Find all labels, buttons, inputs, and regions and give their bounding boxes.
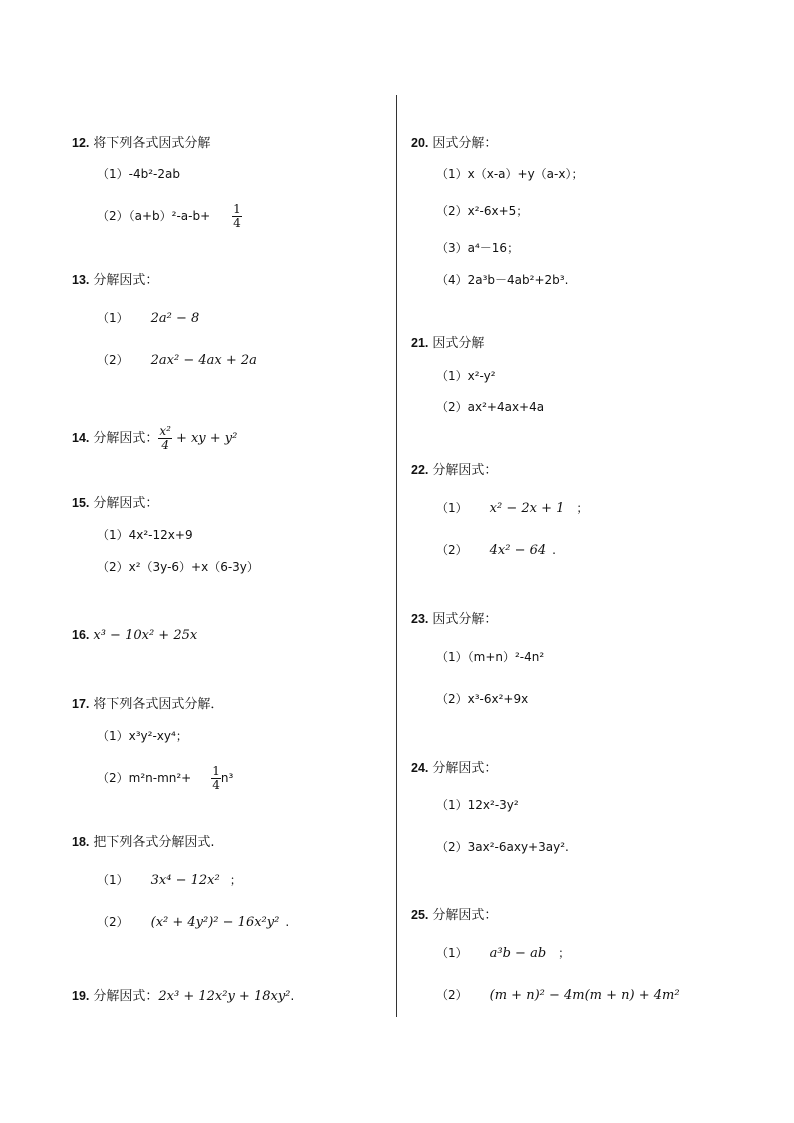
q12-part2-label: （2） bbox=[97, 209, 129, 223]
q25-part1 bbox=[411, 944, 570, 963]
fraction-denominator: 4 bbox=[233, 216, 241, 230]
q18-part2-expr: (x² + 4y²)² − 16x²y² bbox=[150, 915, 280, 930]
q16-number: 16. bbox=[72, 628, 90, 642]
q19-number: 19. bbox=[72, 989, 90, 1003]
q25-part2-expr: (m + n)² − 4m(m + n) + 4m² bbox=[489, 988, 680, 1003]
q25-heading bbox=[411, 906, 497, 925]
q15-part2: （2）x²（3y-6）+x（6-3y） bbox=[97, 560, 259, 574]
q22-part2-tail: . bbox=[552, 543, 556, 557]
q20-number: 20. bbox=[411, 136, 429, 150]
q12-part2-fraction bbox=[232, 203, 242, 230]
fraction-numerator: x² bbox=[159, 424, 171, 438]
q19-tail: . bbox=[290, 988, 295, 1003]
q17-heading bbox=[72, 695, 223, 714]
q25-part2-label: （2） bbox=[436, 988, 468, 1002]
q18-part1 bbox=[72, 871, 242, 890]
q12-title: 将下列各式因式分解 bbox=[93, 136, 211, 151]
fraction-numerator: 1 bbox=[233, 202, 241, 216]
q25-part1-tail: ； bbox=[558, 946, 571, 960]
q14-heading bbox=[72, 425, 237, 452]
q22-part2-label: （2） bbox=[436, 543, 468, 557]
q14-title: 分解因式： bbox=[93, 431, 159, 446]
q20-part2: （2）x²-6x+5； bbox=[436, 204, 529, 218]
q13-part1 bbox=[72, 309, 199, 328]
q12-part1: （1）-4b²-2ab bbox=[97, 167, 180, 181]
q25-part1-label: （1） bbox=[436, 946, 468, 960]
q17-number: 17. bbox=[72, 697, 90, 711]
q20-part3: （3）a⁴－16； bbox=[436, 241, 520, 255]
q15-heading bbox=[72, 494, 158, 513]
q13-part1-label: （1） bbox=[97, 311, 129, 325]
q17-part2-tail: n³ bbox=[220, 771, 234, 785]
q22-part1-label: （1） bbox=[436, 501, 468, 515]
q14-number: 14. bbox=[72, 431, 90, 445]
q25-title: 分解因式： bbox=[432, 908, 498, 923]
q24-title: 分解因式： bbox=[432, 761, 498, 776]
q13-number: 13. bbox=[72, 273, 90, 287]
q19-title: 分解因式： bbox=[93, 989, 159, 1004]
q24-part2: （2）3ax²-6axy+3ay². bbox=[436, 840, 569, 854]
q18-number: 18. bbox=[72, 835, 90, 849]
q22-part1-expr: x² − 2x + 1 bbox=[489, 501, 565, 516]
q18-part1-label: （1） bbox=[97, 873, 129, 887]
q20-title: 因式分解： bbox=[432, 136, 498, 151]
q12-part2-expr: （a+b）²-a-b+ bbox=[128, 209, 211, 223]
q13-part2-expr: 2ax² − 4ax + 2a bbox=[150, 353, 257, 368]
q21-number: 21. bbox=[411, 336, 429, 350]
fraction-numerator: 1 bbox=[212, 764, 220, 778]
q13-part2-label: （2） bbox=[97, 353, 129, 367]
q23-part1: （1）（m+n）²-4n² bbox=[436, 650, 545, 664]
q17-title: 将下列各式因式分解． bbox=[93, 697, 224, 712]
q21-part1: （1）x²-y² bbox=[436, 369, 496, 383]
q24-part1: （1）12x²-3y² bbox=[436, 798, 519, 812]
q15-number: 15. bbox=[72, 496, 90, 510]
q16-expr: x³ − 10x² + 25x bbox=[93, 628, 198, 643]
q18-heading bbox=[72, 833, 215, 852]
q13-part2 bbox=[72, 351, 257, 370]
q23-number: 23. bbox=[411, 612, 429, 626]
q17-part1: （1）x³y²-xy⁴； bbox=[97, 729, 188, 743]
q15-title: 分解因式： bbox=[93, 496, 159, 511]
q19-expr: 2x³ + 12x²y + 18xy² bbox=[158, 989, 291, 1004]
q24-heading bbox=[411, 759, 497, 778]
q18-part1-tail: ； bbox=[229, 873, 242, 887]
q20-heading bbox=[411, 134, 497, 153]
q12-part2 bbox=[72, 203, 242, 230]
q15-part1: （1）4x²-12x+9 bbox=[97, 528, 193, 542]
q23-title: 因式分解： bbox=[432, 612, 498, 627]
column-divider bbox=[396, 95, 397, 1017]
q18-part2-label: （2） bbox=[97, 915, 129, 929]
q22-part1 bbox=[411, 499, 588, 518]
q23-part2: （2）x³-6x²+9x bbox=[436, 692, 529, 706]
q25-part2 bbox=[411, 986, 680, 1005]
fraction-denominator: 4 bbox=[212, 778, 220, 792]
q21-part2: （2）ax²+4ax+4a bbox=[436, 400, 545, 414]
q23-heading bbox=[411, 610, 497, 629]
q25-part1-expr: a³b − ab bbox=[489, 946, 547, 961]
q17-part2-expr: m²n-mn²+ bbox=[128, 771, 192, 785]
q19-heading bbox=[72, 987, 294, 1006]
q13-heading bbox=[72, 271, 158, 290]
q12-number: 12. bbox=[72, 136, 90, 150]
q24-number: 24. bbox=[411, 761, 429, 775]
q14-expr-rest: + xy + y² bbox=[175, 431, 238, 446]
q20-part4: （4）2a³b－4ab²+2b³. bbox=[436, 273, 569, 287]
q18-title: 把下列各式分解因式. bbox=[93, 835, 215, 850]
q22-heading bbox=[411, 461, 497, 480]
q25-number: 25. bbox=[411, 908, 429, 922]
q18-part2-tail: . bbox=[285, 915, 290, 929]
q22-part2 bbox=[411, 541, 556, 560]
fraction-denominator: 4 bbox=[161, 438, 169, 452]
q22-part2-expr: 4x² − 64 bbox=[489, 543, 547, 558]
q18-part2 bbox=[72, 913, 289, 932]
q14-fraction bbox=[158, 425, 172, 452]
q17-part2-label: （2） bbox=[97, 771, 129, 785]
q18-part1-expr: 3x⁴ − 12x² bbox=[150, 873, 220, 888]
q17-part2 bbox=[72, 765, 233, 792]
q21-title: 因式分解 bbox=[432, 336, 485, 351]
q22-part1-tail: ； bbox=[576, 501, 589, 515]
q13-title: 分解因式： bbox=[93, 273, 159, 288]
q12-heading bbox=[72, 134, 210, 153]
q22-number: 22. bbox=[411, 463, 429, 477]
q13-part1-expr: 2a² − 8 bbox=[150, 311, 200, 326]
q21-heading bbox=[411, 334, 484, 353]
q22-title: 分解因式： bbox=[432, 463, 498, 478]
q17-part2-fraction bbox=[211, 765, 221, 792]
q16-heading bbox=[72, 626, 197, 645]
q20-part1: （1）x（x-a）+y（a-x）； bbox=[436, 167, 584, 181]
